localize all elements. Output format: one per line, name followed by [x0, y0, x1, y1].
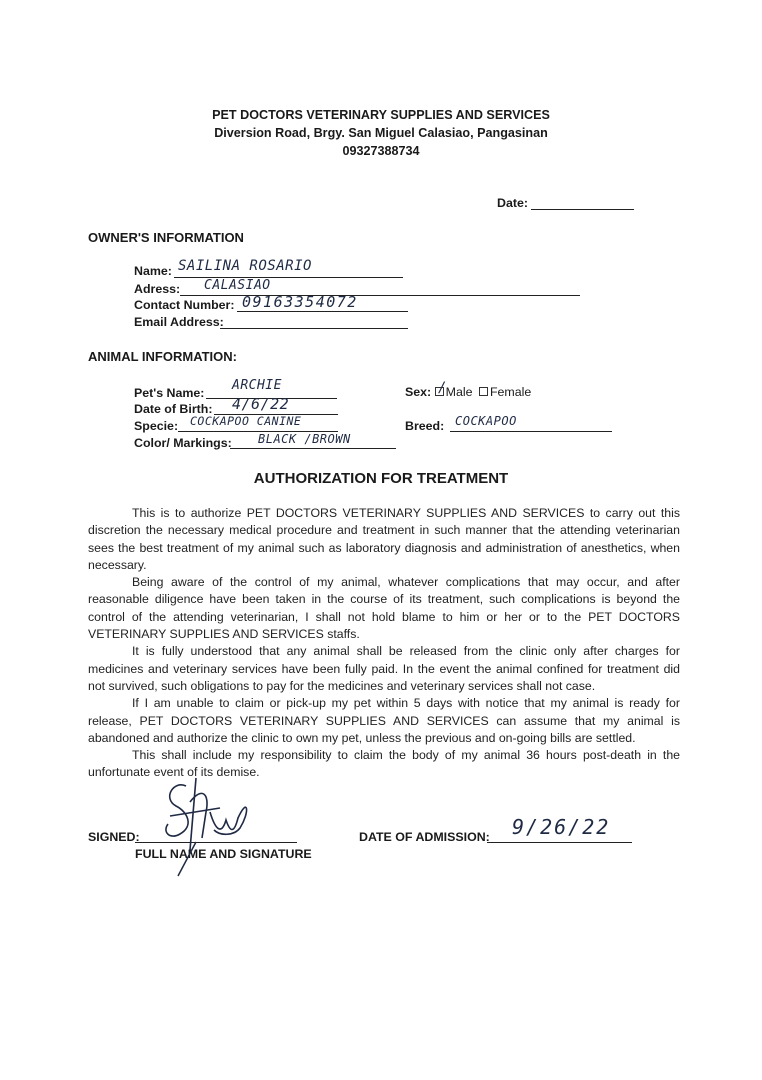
color-markings-field[interactable]	[230, 448, 396, 449]
contact-number-field[interactable]	[237, 311, 408, 312]
pet-name-label: Pet's Name:	[134, 386, 205, 400]
contact-number-label: Contact Number:	[134, 298, 235, 312]
dob-label: Date of Birth:	[134, 402, 213, 416]
dob-value: 4/6/22	[232, 395, 290, 413]
sex-selected-mark: /	[438, 380, 447, 396]
company-phone: 09327388734	[342, 144, 420, 158]
specie-value: COCKAPOO CANINE	[190, 414, 302, 428]
authorization-paragraph: If I am unable to claim or pick-up my pet within 5 days with notice that my animal is ready for release, PET DOCTORS VETERINARY SUPPLIES AND SERVICES can assume that my animal is abandoned and authorize the clinic to own my pet, unless the previous and on-going bills are settled.	[88, 696, 680, 745]
owner-section-title: OWNER'S INFORMATION	[88, 230, 244, 245]
animal-section-title: ANIMAL INFORMATION:	[88, 349, 237, 364]
sex-female-checkbox[interactable]	[479, 387, 488, 396]
company-address: Diversion Road, Brgy. San Miguel Calasiao, Pangasinan	[214, 126, 548, 140]
authorization-paragraph: This shall include my responsibility to claim the body of my animal 36 hours post-death in the unfortunate event of its demise.	[88, 748, 680, 780]
owner-address-field[interactable]	[180, 295, 580, 296]
sex-female-label: Female	[489, 385, 532, 399]
admission-date-value: 9/26/22	[512, 815, 611, 839]
handwritten-signature-icon	[150, 772, 260, 878]
color-markings-label: Color/ Markings:	[134, 436, 232, 450]
contact-number-value: 09163354072	[242, 293, 358, 311]
breed-value: COCKAPOO	[455, 414, 517, 428]
pet-name-value: ARCHIE	[232, 378, 282, 393]
breed-field[interactable]	[450, 431, 612, 432]
date-field[interactable]	[531, 209, 634, 210]
date-label: Date:	[497, 196, 528, 210]
color-markings-value: BLACK /BROWN	[258, 432, 351, 446]
authorization-paragraph: This is to authorize PET DOCTORS VETERINARY SUPPLIES AND SERVICES to carry out this discretion the necessary medical procedure and treatment in such manner that the attending veterinarian sees the best treatment of my animal such as laboratory diagnosis and administration of anesthetics, when necessary.	[88, 506, 680, 572]
sex-label: Sex:	[405, 385, 432, 399]
owner-name-label: Name:	[134, 264, 172, 278]
authorization-paragraph: Being aware of the control of my animal, whatever complications that may occur, and after reasonable diligence have been taken in the course of its treatment, such complications is beyond the control of the attending veterinarian, I shall not hold blame to him or her or to the PET DOCTORS VETERINARY SUPPLIES AND SERVICES staffs.	[88, 575, 680, 642]
admission-date-label: DATE OF ADMISSION:	[359, 830, 490, 844]
owner-address-value: CALASIAO	[204, 278, 271, 293]
admission-date-field[interactable]	[487, 842, 632, 843]
authorization-body	[88, 505, 680, 782]
email-field[interactable]	[220, 328, 408, 329]
signed-label: SIGNED:	[88, 830, 140, 844]
email-label: Email Address:	[134, 315, 224, 329]
authorization-paragraph: It is fully understood that any animal shall be released from the clinic only after charges for medicines and veterinary services have been fully paid. In the event the animal confined for treatment did not survived, such obligations to pay for the medicines and veterinary services shall not case.	[88, 644, 680, 693]
signature-caption: FULL NAME AND SIGNATURE	[135, 847, 312, 861]
specie-label: Specie:	[134, 419, 179, 433]
breed-label: Breed:	[405, 419, 445, 433]
owner-name-value: SAILINA ROSARIO	[178, 258, 312, 274]
authorization-title: AUTHORIZATION FOR TREATMENT	[253, 470, 509, 487]
sex-male-label: Male	[445, 385, 473, 399]
owner-address-label: Adress:	[134, 282, 181, 296]
sex-row	[405, 385, 531, 399]
company-name: PET DOCTORS VETERINARY SUPPLIES AND SERVICES	[212, 108, 550, 122]
